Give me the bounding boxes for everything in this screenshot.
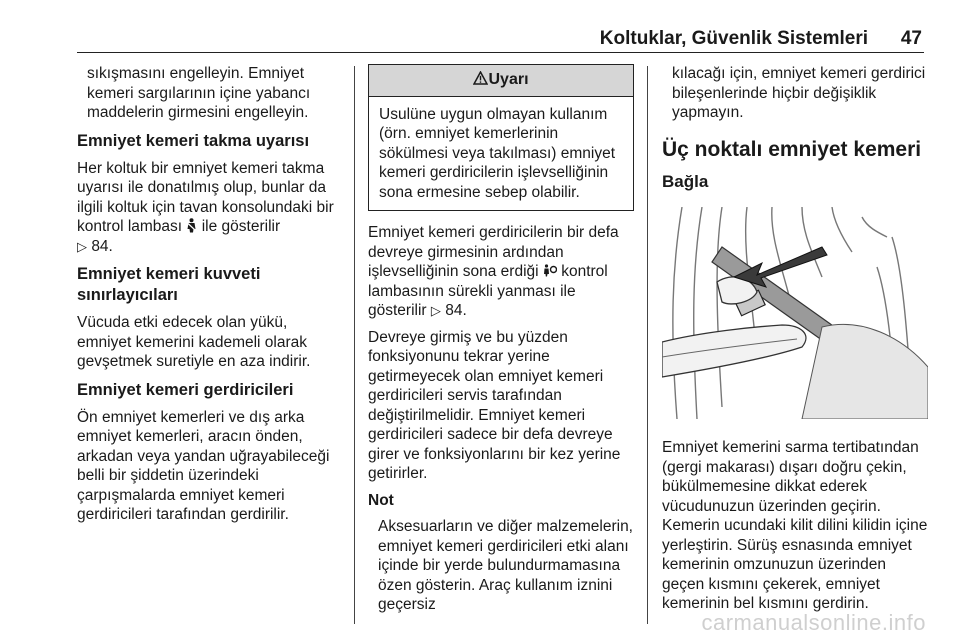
seatbelt-fastening-illustration bbox=[662, 207, 928, 419]
column-divider bbox=[354, 66, 355, 624]
paragraph: kılacağı için, emniyet kemeri gerdirici bileşenlerinde hiçbir değişiklik yapmayın. bbox=[672, 65, 926, 121]
paragraph-text: Her koltuk bir emniyet kemeri takma uyarısı ile donatılmış olup, bunlar da ilgili koltuk için tavan konsolundaki bir kontrol lambası bbox=[77, 159, 334, 235]
seatbelt-warning-icon bbox=[186, 218, 197, 233]
warning-title: Uyarı bbox=[488, 71, 529, 88]
section-heading bbox=[77, 264, 343, 306]
paragraph: Emniyet kemerini sarma tertibatından (gergi makarası) dışarı doğru çekin, bükülmemesine dikkat ederek vücudunuzun üzerinden geçirin. Kemerin ucundaki kilit dilini kilidin içine yerleştirin. Sürüş esnasında emniyet kemerinin omzunuzun üzerinden geçen kısmını çekerek, emniyet kemerinin bel kısmını gerdirin. bbox=[662, 439, 928, 612]
header-title: Koltuklar, Güvenlik Sistemleri bbox=[599, 28, 868, 49]
paragraph-text: Emniyet kemeri gerdiricilerin bir defa devreye girmesinin ardından işlevselliğinin sona erdiği bbox=[368, 224, 619, 280]
section-heading: Üç noktalı emniyet kemeri bbox=[662, 137, 922, 161]
warning-triangle-icon bbox=[473, 71, 488, 85]
warning-box bbox=[368, 64, 634, 211]
column-1 bbox=[77, 64, 343, 532]
warning-body: Usulüne uygun olmayan kullanım (örn. emniyet kemerlerinin sökülmesi veya takılması) emniyet kemeri gerdiricilerin işlevselliğinin sona ermesine sebep olabilir. bbox=[379, 105, 616, 201]
column-divider bbox=[647, 66, 648, 624]
page-number: 47 bbox=[900, 28, 922, 49]
paragraph bbox=[77, 159, 343, 257]
paragraph-text: ile gösterilir bbox=[201, 218, 281, 235]
note-title: Not bbox=[368, 491, 394, 509]
watermark: carmanualsonline.info bbox=[701, 610, 926, 635]
paragraph: Vücuda etki edecek olan yükü, emniyet kemerini kademeli olarak gevşetmek suretiyle en aza indirir. bbox=[77, 314, 311, 370]
page-header bbox=[0, 0, 960, 54]
column-2 bbox=[368, 64, 634, 622]
paragraph: sıkışmasını engelleyin. Emniyet kemeri sargılarının içine yabancı maddelerin girmesini engelleyin. bbox=[87, 65, 311, 121]
paragraph: Ön emniyet kemerleri ve dış arka emniyet kemerleri, aracın önden, arkadan veya yandan uğrayabileceği belli bir şiddetin üzerindeki çarpışmalarda emniyet kemeri gerdiricileri tarafından gerdirilir. bbox=[77, 408, 330, 523]
page-reference[interactable]: 84. bbox=[91, 237, 113, 255]
heading-line: sınırlayıcıları bbox=[77, 286, 178, 304]
airbag-pretensioner-icon bbox=[543, 264, 557, 277]
section-heading: Emniyet kemeri takma uyarısı bbox=[77, 131, 310, 150]
column-3 bbox=[662, 64, 928, 621]
reference-triangle-icon: ▷ bbox=[430, 303, 441, 318]
section-heading: Emniyet kemeri gerdiricileri bbox=[77, 380, 294, 399]
reference-triangle-icon: ▷ bbox=[77, 238, 87, 254]
paragraph-text: kontrol lambasının sürekli yanması ile gösterilir bbox=[368, 263, 608, 319]
paragraph bbox=[368, 223, 634, 321]
note-body: Aksesuarların ve diğer malzemelerin, emniyet kemeri gerdiricileri etki alanı içinde bir yerde bulundurmamasına özen gösterin. Araç kullanım iznini geçersiz bbox=[378, 518, 633, 613]
warning-header bbox=[369, 65, 633, 97]
subsection-heading: Bağla bbox=[662, 171, 709, 191]
header-rule bbox=[77, 52, 924, 53]
paragraph: Devreye girmiş ve bu yüzden fonksiyonunu tekrar yerine getirmeyecek olan emniyet kemeri gerdiricileri servis tarafından değiştirilmelidir. Emniyet kemeri gerdiricileri sadece bir defa devreye girer ve fonksiyonlarını bir kez yerine getirirler. bbox=[368, 328, 621, 482]
page-reference[interactable]: 84. bbox=[445, 302, 467, 319]
heading-line: Emniyet kemeri kuvveti bbox=[77, 265, 261, 283]
